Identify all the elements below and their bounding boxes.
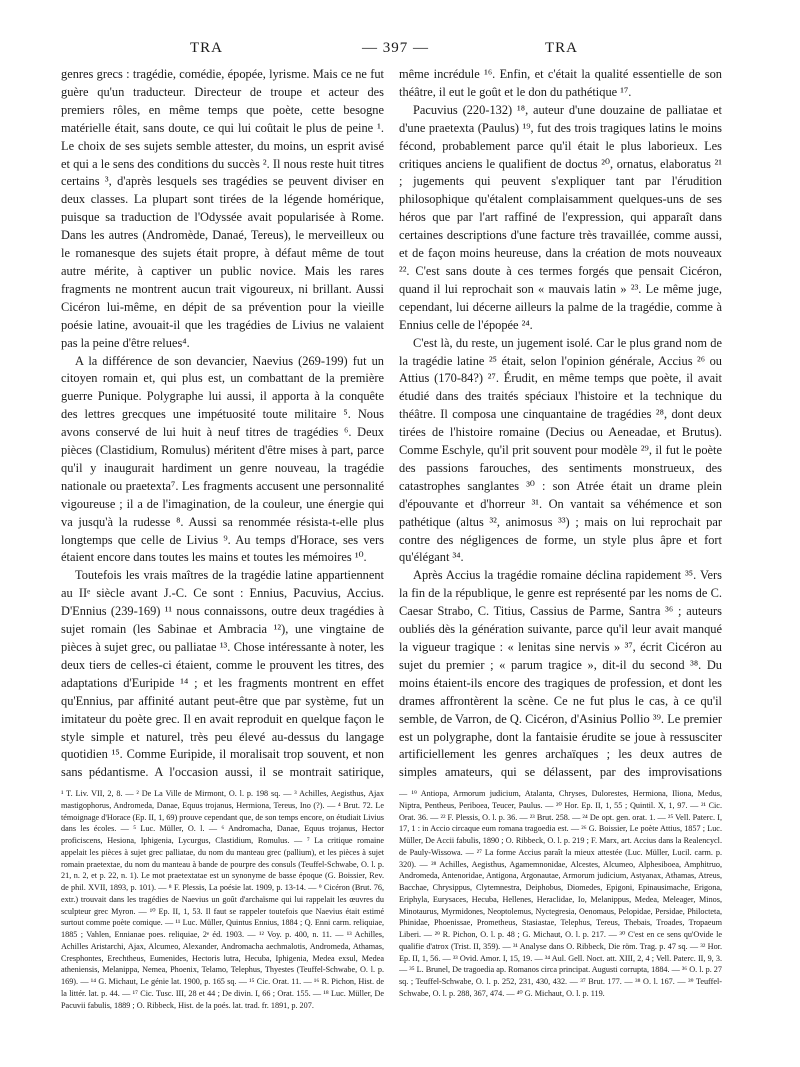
footnotes-text: — ¹⁹ Antiopa, Armorum judicium, Atalanta, Chryses, Dulorestes, Hermiona, Iliona, Medus, Niptra, Pentheus, Periboea, Teucer, Paulus. — ²⁰ Hor. Ep. II, 1, 55 ; Quintil. X, 1, 97. — ²¹ Cic. Orat. 36. — ²² F. Plessis, O. l. p. 36. — ²³ Brut. 258. — ²⁴ De opt. gen. orat. 1. — ²⁵ Vell. Paterc. I, 17, 1 : in Accio circaque eum romana tragoedia est. — ²⁶ G. Boissier, Le poète Attius, 1857 ; Luc. Müller, De Accii fabulis, 1890 ; O. Ribbeck, O. l. p. 219 ; F. Marx, art. Accius dans la Realencycl. de Pauly-Wissowa. — ²⁷ La forme Accius paraît la mieux attestée (Luc. Müller, Lucil. carm. p. 320). — ²⁸ Achilles, Aegisthus, Agamemnonidae, Alcestes, Alcumeo, Alphesiboea, Amphitruo, Andromeda, Antenoridae, Antigona, Argonautae, Armorum judicium, Astyanax, Athamas, Atreus, Bacchae, Chrysippus, Clytemnestra, Deiphobus, Diomedes, Epigoni, Epinausimache, Erigona, Eriphyla, Eurysaces, Hecuba, Hellenes, Heraclidae, Io, Melanippus, Medea, Meleager, Minos, Minotaurus, Myrmidones, Neoptolemus, Nyctegresia, Oenomaus, Pelopidae, Persidae, Philocteta, Phinidae, Phoenissae, Prometheus, Stasiastae, Telephus, Tereus, Thebais, Troades, Tropaeum Liberi. — ²⁹ R. Pichon, O. l. p. 48 ; G. Michaut, O. l. p. 217. — ³⁰ C'est en ce sens qu'Ovide le qualifie d'atrox (Trist. II, 359). — ³¹ Analyse dans O. Ribbeck, Die röm. Trag. p. 47 sq. — ³² Hor. Ep. II, 1, 56. — ³³ Ovid. Amor. I, 15, 19. — ³⁴ Aul. Gell. Noct. att. XIII, 2, 4 ; Vell. Paterc. II, 9, 3. — ³⁵ L. Brunel, De tragoedia ap. Romanos circa principat. Augusti corrupta, 1884. — ³⁶ O. l. p. 27 sq. ; Teuffel-Schwabe, O. l. p. 252, 231, 430, 432. — ³⁷ Brut. 177. — ³⁸ O. l. 167. — ³⁹ Teuffel-Schwabe, O. l. p. 288, 367, 474. — ⁴⁰ G. Michaut, O. l. p. 119.	[399, 789, 722, 998]
paragraph: même incrédule ¹⁶. Enfin, et c'était la qualité essentielle de son théâtre, il eut le goût et le don du pathétique ¹⁷.	[399, 67, 722, 99]
paragraph: Toutefois les vrais maîtres de la tragédie latine appartiennent au IIᵉ siècle avant J.-C. Ce sont : Ennius, Pacuvius, Accius. D'Ennius (239-169) ¹¹ nous connaissons, outre deux tragédies à sujet romain (les Sabinae et Ambracia ¹²), une vingtaine de pièces à sujet grec, ou palliatae ¹³. Chose intéressante à noter, les deux tiers de celles-ci étaient, comme le prouvent les titres, des adaptations d'Euripide ¹⁴ ; et les fragments montrent en effet qu'Ennius, par affinité autant peut-être que par système, fut un imitateur du poète grec. Il en avait reproduit en quelque façon le style simple et naturel, très peu élevé au-dessus du langage quotidien ¹⁵. Comme Euripide, il moralisait trop souvent, et non sans pédantisme. A l'occasion aussi, il se montrait satirique,	[61, 568, 384, 780]
header-left-keyword: TRA	[190, 40, 223, 56]
footnotes-left	[61, 788, 384, 1050]
running-header	[60, 40, 740, 60]
header-right-keyword: TRA	[545, 40, 578, 56]
paragraph: C'est là, du reste, un jugement isolé. Car le plus grand nom de la tragédie latine ²⁵ était, selon l'opinion générale, Accius ²⁶ ou Attius (170-84?) ²⁷. Érudit, en même temps que poète, il avait étudié dans des traités spéciaux l'histoire et la technique du théâtre. Il composa une cinquantaine de tragédies ²⁸, dont deux tirées de l'histoire romaine (Decius ou Aeneadae, et Brutus). Comme Eschyle, qu'il prit souvent pour modèle ²⁹, il fut le poète des passions farouches, des sentiments monstrueux, des catastrophes sanglantes ³⁰ : son Atrée était un drame plein d'épouvante et d'horreur ³¹. On vantait sa véhémence et son pathétique (altus ³², animosus ³³) ; mais on lui reprochait par contre des négligences de forme, un style plus âpre et fort qu'élégant ³⁴.	[399, 335, 722, 565]
paragraph: A la différence de son devancier, Naevius (269-199) fut un citoyen romain et, qui plus est, un combattant de la première guerre Punique. Polygraphe lui aussi, il apporta à la conquête des lettres grecques une impétuosité toute militaire ⁵. Nous avons conservé de lui huit à neuf titres de tragédies ⁶. Deux pièces (Clastidium, Romulus) méritent d'être mises à part, parce qu'il y inaugurait hardiment un genre nouveau, la tragédie nationale ou praetexta⁷. Les fragments accusent une personnalité vigoureuse ; il a de l'imagination, de la couleur, une énergie qui va jusqu'à la rudesse ⁸. Aussi sa renommée résista-t-elle plus longtemps que celle de Livius ⁹. Au temps d'Horace, ses vers étaient encore dans toutes les mains et toutes les mémoires ¹⁰.	[61, 353, 384, 565]
footnotes-right	[399, 788, 722, 1050]
right-text-column	[399, 66, 722, 782]
paragraph: genres grecs : tragédie, comédie, épopée, lyrisme. Mais ce ne fut guère qu'un traducteur. Directeur de troupe et acteur des premiers rôles, en même temps que poète, cette besogne matérielle était, sans doute, ce qui lui coûtait le plus de peine ¹. Le choix de ses sujets semble attester, du moins, un esprit avisé et qui a le sens des conditions du succès ². Il nous reste huit titres certains ³, d'après lesquels ses tragédies se peuvent diviser en deux classes. La plupart sont tirées de la légende homérique, puisque sa traduction de l'Odyssée avait popularisée à Rome. Dans les autres (Andromède, Danaé, Tereus), le merveilleux ou le romanesque des sujets était propre, à défaut même de tout autre mérite, à captiver un public novice. Mais les rares fragments ne montrent aucun trait vigoureux, ni brillant. Aussi Cicéron lui-même, en dépit de sa prévention pour la vieille poésie latine, avouait-il que les tragédies de Livius ne valaient pas la peine d'être relues⁴.	[61, 67, 384, 350]
paragraph: Pacuvius (220-132) ¹⁸, auteur d'une douzaine de palliatae et d'une praetexta (Paulus) ¹⁹, fut des trois tragiques latins le moins fécond, probablement parce qu'il était le plus laborieux. Les critiques anciens le qualifient de doctus ²⁰, ornatus, elaboratus ²¹ ; jugements qui peuvent s'expliquer tant par l'érudition philosophique qu'étalent complaisamment quelques-uns de ses héros que par l'art raffiné de l'expression, qui apparaît dans certaines descriptions d'une facture très travaillée, comme aussi, et de façon moins heureuse, dans la création de mots nouveaux ²². C'est sans doute à ces termes forgés que pensait Cicéron, quand il lui reprochait son « mauvais latin » ²³. Le même juge, cependant, lui décerne ailleurs la palme de la tragédie, comme à Ennius celle de l'épopée ²⁴.	[399, 102, 722, 332]
footnotes-text: ¹ T. Liv. VII, 2, 8. — ² De La Ville de Mirmont, O. l. p. 198 sq. — ³ Achilles, Aegisthus, Ajax mastigophorus, Andromeda, Danae, Equus trojanus, Hermiona, Tereus, Ino (?). — ⁴ Brut. 72. Le témoignage d'Horace (Ep. II, 1, 69) prouve cependant que, de son temps encore, on étudiait Livius dans les écoles. — ⁵ Luc. Müller, O. l. — ⁶ Andromacha, Danae, Equus trojanus, Hector proficiscens, Hesiona, Iphigenia, Lycurgus, Clastidium, Romulus. — ⁷ La critique romaine appelait les pièces à sujet grec palliatae, du nom du manteau grec (pallium), et les pièces à sujet romain praetextae, du nom du manteau à bande de pourpre des consuls (Teuffel-Schwabe, O. l. p. 21, n. 2, et p. 22, n. 1). Le mot praetextatae est un synonyme de basse époque (G. Boissier, Rev. de phil. XVII, 1893, p. 101). — ⁸ F. Plessis, La poésie lat. 1909, p. 13-14. — ⁹ Cicéron (Brut. 76, extr.) trouvait dans les tragédies de Naevius un goût d'archaïsme qui lui rappelait les œuvres du sculpteur grec Myron. — ¹⁰ Ep. II, 1, 53. Il faut se rappeler toutefois que Naevius était estimé surtout comme poète comique. — ¹¹ Luc. Müller, Quintus Ennius, 1884 ; Q. Enni carm. reliquiae, 1885 ; Vahlen, Ennianae poes. reliquiae, 2ᵉ éd. 1903. — ¹² Voy. p. 400, n. 11. — ¹³ Achilles, Achilles Aristarchi, Ajax, Alcumeo, Alexander, Andromacha aechmalotis, Andromeda, Athamas, Cresphontes, Erechtheus, Eumenides, Hectoris lutra, Hecuba, Iphigenia, Medea exsul, Medea atheniensis, Melanippa, Nemea, Phoenix, Telamo, Telephus, Thyestes (Teuffel-Schwabe, O. l. p. 169). — ¹⁴ G. Michaut, Le génie lat. 1900, p. 165 sq. — ¹⁵ Cic. Orat. 11. — ¹⁶ R. Pichon, Hist. de la littér. lat. p. 44. — ¹⁷ Cic. Tusc. III, 28 et 44 ; De divin. I, 66 ; Orat. 155. — ¹⁸ Luc. Müller, De Pacuvii fabulis, 1889 ; O. Ribbeck, Hist. de la poés. lat. trad. fr. 1891, p. 207.	[61, 789, 384, 1010]
paragraph: Après Accius la tragédie romaine déclina rapidement ³⁵. Vers la fin de la république, le genre est représenté par les noms de C. Caesar Strabo, C. Titius, Cassius de Parme, Santra ³⁶ ; auteurs oubliés dès la génération suivante, parce qu'il leur avait manqué la vigueur tragique : « lenitas sine nervis » ³⁷, écrit Cicéron au sujet du premier ; « parum tragice », dit-il du second ³⁸. Du moins étaient-ils encore des tragiques de profession, et dont les drames affrontèrent la scène. Ce ne fut plus le cas, à ce qu'il semble, de Varron, de Q. Cicéron, d'Asinius Pollio ³⁹. Le premier est un polygraphe, dont la fantaisie érudite se joue à ressusciter artificiellement les genres archaïques ; les deux autres de simples amateurs, qui se délassent, par des improvisations	[399, 568, 722, 780]
left-text-column	[61, 66, 384, 782]
page-number: — 397 —	[362, 40, 429, 56]
